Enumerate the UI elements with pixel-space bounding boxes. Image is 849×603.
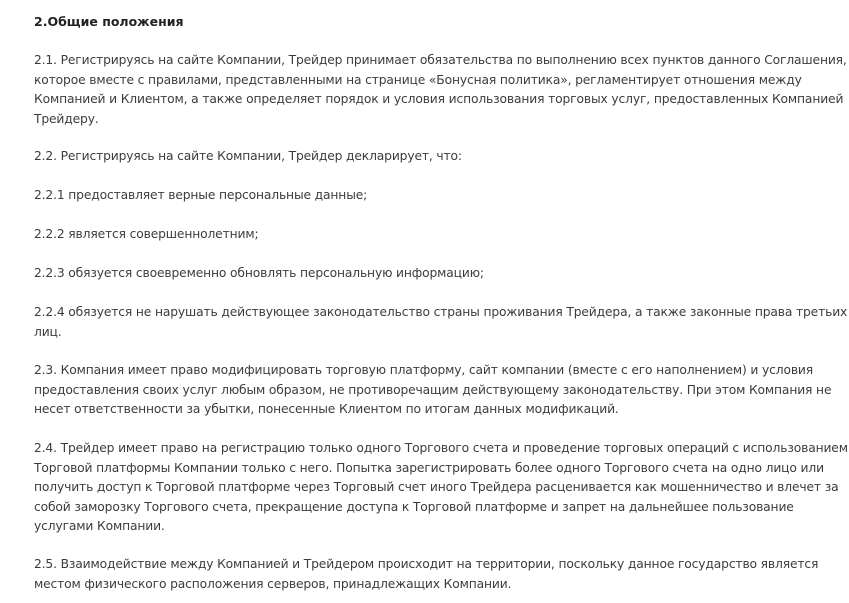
paragraph-2-2-4 <box>34 303 847 342</box>
paragraph-2-1 <box>34 51 847 129</box>
paragraph-line: предоставления своих услуг любым образом, не противоречащим действующему законодательству. При этом Компания не <box>34 382 832 397</box>
paragraph-2-2 <box>34 147 462 167</box>
section-title: 2.Общие положения <box>34 14 184 29</box>
paragraph-line: 2.3. Компания имеет право модифицировать торговую платформу, сайт компании (вместе с его наполнением) и условия <box>34 363 814 377</box>
paragraph-line: 2.5. Взаимодействие между Компанией и Трейдером происходит на территории, поскольку данное государство является <box>34 557 819 571</box>
paragraph-line: услугами Компании. <box>34 519 165 533</box>
paragraph-line: 2.2.3 обязуется своевременно обновлять персональную информацию; <box>34 266 484 280</box>
paragraph-line: Торговой платформы Компании только с него. Попытка зарегистрировать более одного Торгового счета на одно лицо или <box>34 460 824 475</box>
paragraph-2-2-3 <box>34 264 484 284</box>
paragraph-line: несет ответственности за убытки, понесенные Клиентом по итогам данных модификаций. <box>34 402 619 416</box>
paragraph-line: местом физического расположения серверов, принадлежащих Компании. <box>34 576 512 591</box>
paragraph-2-3 <box>34 361 831 420</box>
paragraph-line: получить доступ к Торговой платформе через Торговый счет иного Трейдера расценивается как мошенничество и влечет за <box>34 480 839 494</box>
paragraph-2-4 <box>34 439 848 537</box>
paragraph-2-2-2 <box>34 225 258 245</box>
paragraph-line: 2.2.4 обязуется не нарушать действующее законодательство страны проживания Трейдера, а также законные права третьих <box>34 305 848 319</box>
paragraph-2-2-1 <box>34 186 367 206</box>
paragraph-2-5 <box>34 555 818 594</box>
paragraph-line: Трейдеру. <box>34 111 99 126</box>
paragraph-line: 2.4. Трейдер имеет право на регистрацию только одного Торгового счета и проведение торговых операций с использованием <box>34 441 848 455</box>
paragraph-line: которое вместе с правилами, представленными на странице «Бонусная политика», регламентирует отношения между <box>34 72 802 87</box>
paragraph-line: 2.2.2 является совершеннолетним; <box>34 227 259 241</box>
paragraph-line: 2.2. Регистрируясь на сайте Компании, Трейдер декларирует, что: <box>34 149 462 163</box>
paragraph-line: собой заморозку Торгового счета, прекращение доступа к Торговой платформе и запрет на дальнейшее пользование <box>34 499 794 514</box>
paragraph-line: 2.1. Регистрируясь на сайте Компании, Трейдер принимает обязательства по выполнению всех пунктов данного Соглашения, <box>34 53 847 67</box>
paragraph-line: лиц. <box>34 324 62 339</box>
paragraph-line: Компанией и Клиентом, а также определяет порядок и условия использования торговых услуг, предоставленных Компанией <box>34 92 844 106</box>
paragraph-line: 2.2.1 предоставляет верные персональные данные; <box>34 188 368 202</box>
